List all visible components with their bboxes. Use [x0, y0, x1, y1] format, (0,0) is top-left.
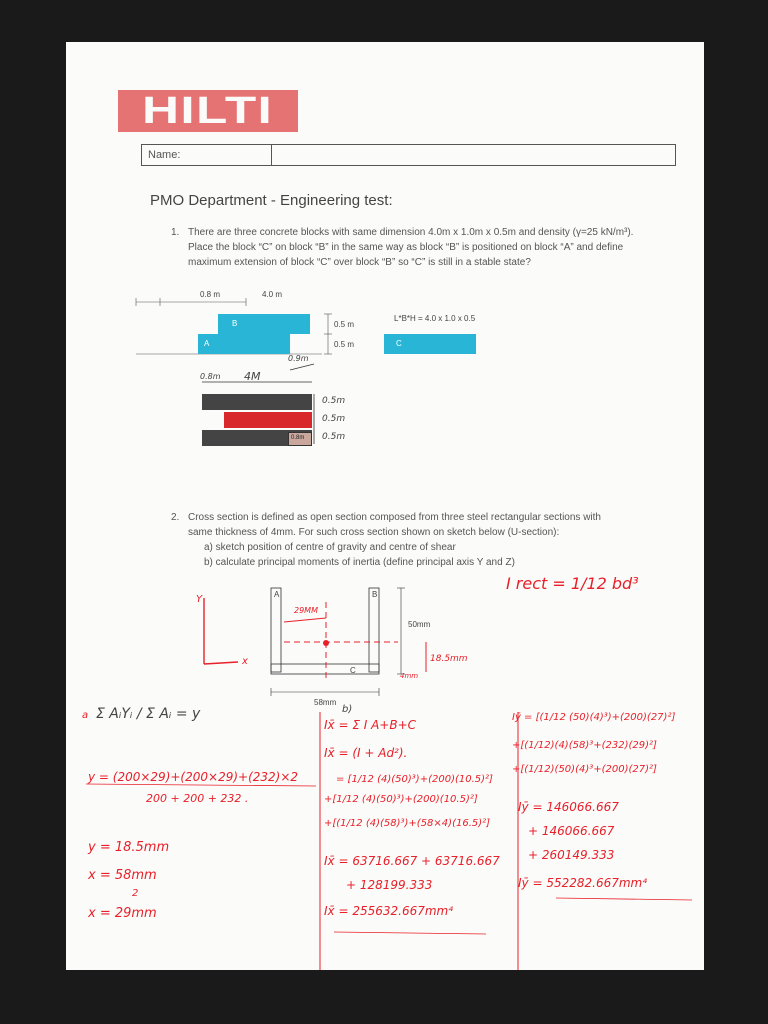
dim-29mm: 29MM — [294, 606, 318, 615]
x-result: x = 29mm — [88, 906, 157, 921]
question-2-item-b: b) calculate principal moments of inertia (define principal axis Y and Z) — [204, 557, 515, 568]
part-b-mark: b) — [342, 704, 353, 715]
iy-line-2: +[(1/12)(4)(58)³+(232)(29)²] — [512, 740, 657, 751]
sketch-h-0-5m-c: 0.5m — [322, 432, 346, 442]
y-equation: y = (200×29)+(200×29)+(232)×2 — [88, 770, 299, 784]
question-2-line-2: same thickness of 4mm. For such cross section shown on sketch below (U-section): — [188, 527, 560, 538]
dim-58mm: 58mm — [314, 698, 337, 707]
block-a-label: A — [204, 339, 210, 348]
ix-line-5: +[(1/12 (4)(58)³)+(58×4)(16.5)²] — [324, 818, 491, 829]
sketch-h-0-5m-a: 0.5m — [322, 396, 346, 406]
flange-b-label: B — [372, 590, 378, 599]
part-a-mark: a — [82, 710, 89, 721]
dim-18-5mm: 18.5mm — [430, 654, 468, 664]
ix-line-3: = [1/12 (4)(50)³)+(200)(10.5)²] — [336, 774, 493, 785]
dim-4-0m: 4.0 m — [262, 290, 283, 299]
iy-line-7: Iȳ = 552282.667mm⁴ — [518, 876, 648, 890]
page-title: PMO Department - Engineering test: — [150, 192, 393, 209]
logo-text: HILTI — [142, 89, 274, 132]
sketch-0-9m: 0.9m — [288, 354, 309, 363]
ix-line-4: +[1/12 (4)(50)³)+(200)(10.5)²] — [324, 794, 478, 805]
iy-line-3: +[(1/12)(50)(4)³+(200)(27)²] — [512, 764, 657, 775]
sketch-h-0-5m-b: 0.5m — [322, 414, 346, 424]
ix-line-2: Ix̄ = (I + Ad²). — [324, 746, 408, 760]
dim-4mm: 4mm — [400, 672, 419, 680]
dimensions-lbh: L*B*H = 4.0 x 1.0 x 0.5 — [394, 314, 476, 323]
question-2-item-a: a) sketch position of centre of gravity and centre of shear — [204, 542, 456, 553]
i-rect-formula: I rect = 1/12 bd³ — [506, 574, 639, 593]
height-label-1: 0.5 m — [334, 320, 355, 329]
iy-line-1: Iȳ = [(1/12 (50)(4)³)+(200)(27)²] — [512, 712, 676, 723]
question-2-number: 2. — [171, 512, 180, 523]
x-denominator: 2 — [132, 888, 139, 899]
name-label: Name: — [142, 145, 272, 165]
ix-line-8: Ix̄ = 255632.667mm⁴ — [324, 904, 454, 918]
ix-line-6: Ix̄ = 63716.667 + 63716.667 — [324, 854, 500, 868]
flange-a-label: A — [274, 590, 280, 599]
sketch-0-8m: 0.8m — [200, 372, 221, 381]
axis-x-label: x — [242, 656, 248, 667]
dim-50mm: 50mm — [408, 620, 431, 629]
question-2-line-1: Cross section is defined as open section composed from three steel rectangular sections with — [188, 512, 601, 523]
ix-line-1: Ix̄ = Σ I A+B+C — [324, 718, 417, 732]
question-1-number: 1. — [171, 227, 180, 238]
height-label-2: 0.5 m — [334, 340, 355, 349]
y-result: y = 18.5mm — [88, 840, 170, 855]
web-c-label: C — [350, 666, 356, 675]
question-1-line-1: There are three concrete blocks with same dimension 4.0m x 1.0m x 0.5m and density (γ=25 kN/m³). — [188, 227, 634, 238]
block-c-label: C — [396, 339, 402, 348]
axis-y-label: Y — [196, 594, 203, 605]
centroid-formula: Σ AᵢYᵢ / Σ Aᵢ = y — [96, 706, 201, 722]
sketch-4m: 4M — [244, 370, 261, 383]
y-denominator: 200 + 200 + 232 . — [146, 792, 249, 805]
sketch-tag-label: 0.8m — [291, 435, 305, 441]
x-equation: x = 58mm — [88, 868, 157, 883]
dim-0-8m: 0.8 m — [200, 290, 221, 299]
block-b-label: B — [232, 319, 238, 328]
iy-line-5: + 146066.667 — [528, 824, 615, 838]
exam-sheet — [66, 42, 704, 970]
question-1-line-2: Place the block “C” on block “B” in the same way as block “B” is positioned on block “A” and define — [188, 242, 624, 253]
iy-line-6: + 260149.333 — [528, 848, 615, 862]
iy-line-4: Iȳ = 146066.667 — [518, 800, 619, 814]
ix-line-7: + 128199.333 — [346, 878, 433, 892]
question-1-line-3: maximum extension of block “C” over block “B” so “C” is still in a stable state? — [188, 257, 531, 268]
